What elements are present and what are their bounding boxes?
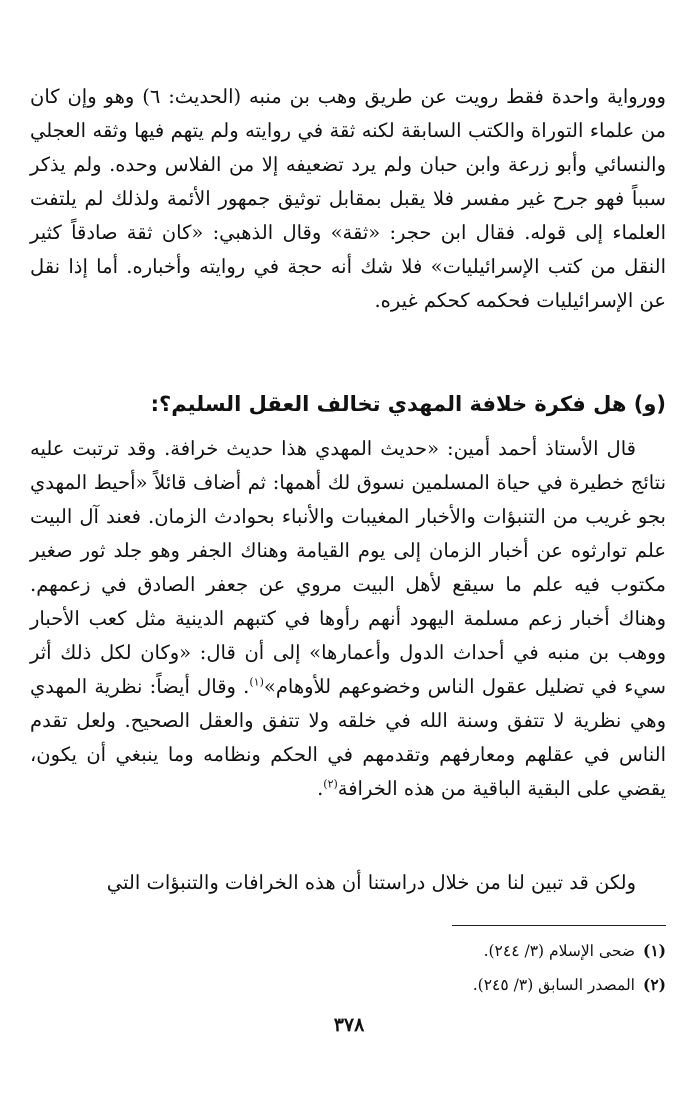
section-heading: (و) هل فكرة خلافة المهدي تخالف العقل السليم؟: [150,392,666,416]
footnote-ref-1: (١) [249,675,264,689]
footnote-text: ضحى الإسلام (٣/ ٢٤٤). [483,942,635,960]
footnotes [30,934,666,1002]
paragraph-narrator-wahb: وورواية واحدة فقط رويت عن طريق وهب بن منبه (الحديث: ٦) وهو وإن كان من علماء التوراة والكتب السابقة لكنه ثقة في روايته ولم يتهم فيها وثقه العجلي والنسائي وأبو زرعة وابن حبان ولم يرد تضعيفه إلا من الفلاس وحده. ولم يذكر سبباً فهو جرح غير مفسر فلا يقبل بمقابل توثيق جمهور الأئمة ولذلك لم يلتفت العلماء إلى قوله. فقال ابن حجر: «ثقة» وقال الذهبي: «كان ثقة صادقاً كثير النقل من كتب الإسرائيليات» فلا شك أنه حجة في روايته وأخباره. أما إذا نقل عن الإسرائيليات فحكمه كحكم غيره. [30,85,666,312]
paragraph-ahmad-amin-quote [30,432,666,806]
quote-part-1: قال الأستاذ أحمد أمين: «حديث المهدي هذا حديث خرافة. وقد ترتبت عليه نتائج خطيرة في حياة المسلمين نسوق لك أهمها: ثم أضاف قائلاً «أحيط المهدي بجو غريب من التنبؤات والأخبار المغيبات والأنباء بحوادث الزمان. فعند آل البيت علم توارثوه عن أخبار الزمان إلى يوم القيامة وهناك الجفر وهو جلد ثور صغير مكتوب فيه علم ما سيقع لأهل البيت مروي عن جعفر الصادق في زعمهم. وهناك أخبار زعم مسلمة اليهود أنهم رأوها في كتبهم الدينية مثل كعب الأحبار ووهب بن منبه في أحداث الدول وأعمارها» إلى أن قال: «وكان لكل ذلك أثر سيء في تضليل عقول الناس وخضوعهم للأوهام» [30,437,666,698]
footnote-separator [452,925,666,926]
quote-part-3: . [317,777,324,800]
page-number: ٣٧٨ [333,1014,365,1036]
footnote-number: (١) [642,941,666,960]
footnote-text: المصدر السابق (٣/ ٢٤٥). [472,976,635,994]
paragraph-conclusion-start [30,866,666,900]
quote-part-2: . وقال أيضاً: نظرية المهدي وهي نظرية لا تتفق وسنة الله في خلقه ولا تتفق والعقل الصحيح. ولعل تقدم الناس في عقلهم ومعارفهم وتقدمهم في الحكم ونظامه وما ينبغي أن يكون، يقضي على البقية الباقية من هذه الخرافة [30,675,666,800]
footnote-number: (٢) [642,975,666,994]
footnote-1 [30,934,666,968]
conclusion-text: ولكن قد تبين لنا من خلال دراستنا أن هذه الخرافات والتنبؤات التي [106,871,636,894]
footnote-2 [30,968,666,1002]
footnote-ref-2: (٢) [323,777,338,791]
